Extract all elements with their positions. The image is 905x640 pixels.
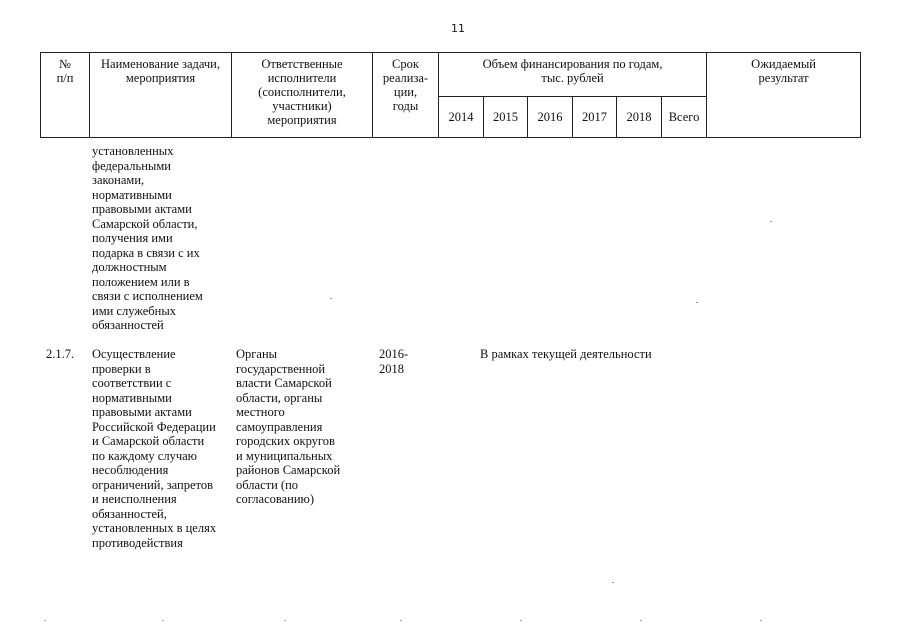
scan-speck [770, 221, 772, 222]
row-num: 2.1.7. [46, 347, 75, 361]
header-year-2016: 2016 [528, 97, 573, 138]
scan-speck [760, 620, 762, 621]
header-result: Ожидаемый результат [707, 53, 861, 138]
scan-speck [520, 620, 522, 621]
header-funding: Объем финансирования по годам, тыс. рублей [439, 53, 707, 97]
header-year-2014: 2014 [439, 97, 484, 138]
row-term: 2016- 2018 [379, 347, 409, 376]
header-year-2018: 2018 [617, 97, 662, 138]
header-year-2017: 2017 [573, 97, 617, 138]
header-name: Наименование задачи, мероприятия [90, 53, 232, 138]
scan-speck [162, 620, 164, 621]
header-year-total: Всего [662, 97, 707, 138]
scan-speck [400, 620, 402, 621]
header-responsible: Ответственные исполнители (соисполнители, участники) мероприятия [232, 53, 373, 138]
row-responsible: Органы государственной власти Самарской области, органы местного самоуправления городских округов и муниципальных районов Самарской области (по согласованию) [236, 347, 341, 506]
header-term: Срок реализа- ции, годы [373, 53, 439, 138]
scan-speck [640, 620, 642, 621]
scan-speck [330, 298, 332, 299]
page-number: 11 [451, 22, 465, 35]
row-funding: В рамках текущей деятельности [480, 347, 652, 361]
scan-speck [284, 620, 286, 621]
continuation-name: установленных федеральными законами, нормативными правовыми актами Самарской области, получения ими подарка в связи с их должностным положением или в связи с исполнением ими служебных обязанностей [92, 144, 203, 332]
row-name: Осуществление проверки в соответствии с нормативными правовыми актами Российской Федерации и Самарской области по каждому случаю несоблюдения ограничений, запретов и неисполнения обязанностей, установленных в целях противодействия [92, 347, 217, 550]
header-year-2015: 2015 [484, 97, 528, 138]
header-table [40, 52, 861, 138]
scan-speck [696, 302, 698, 303]
header-num: № п/п [41, 53, 90, 138]
scan-speck [44, 620, 46, 621]
scan-speck [612, 582, 614, 583]
